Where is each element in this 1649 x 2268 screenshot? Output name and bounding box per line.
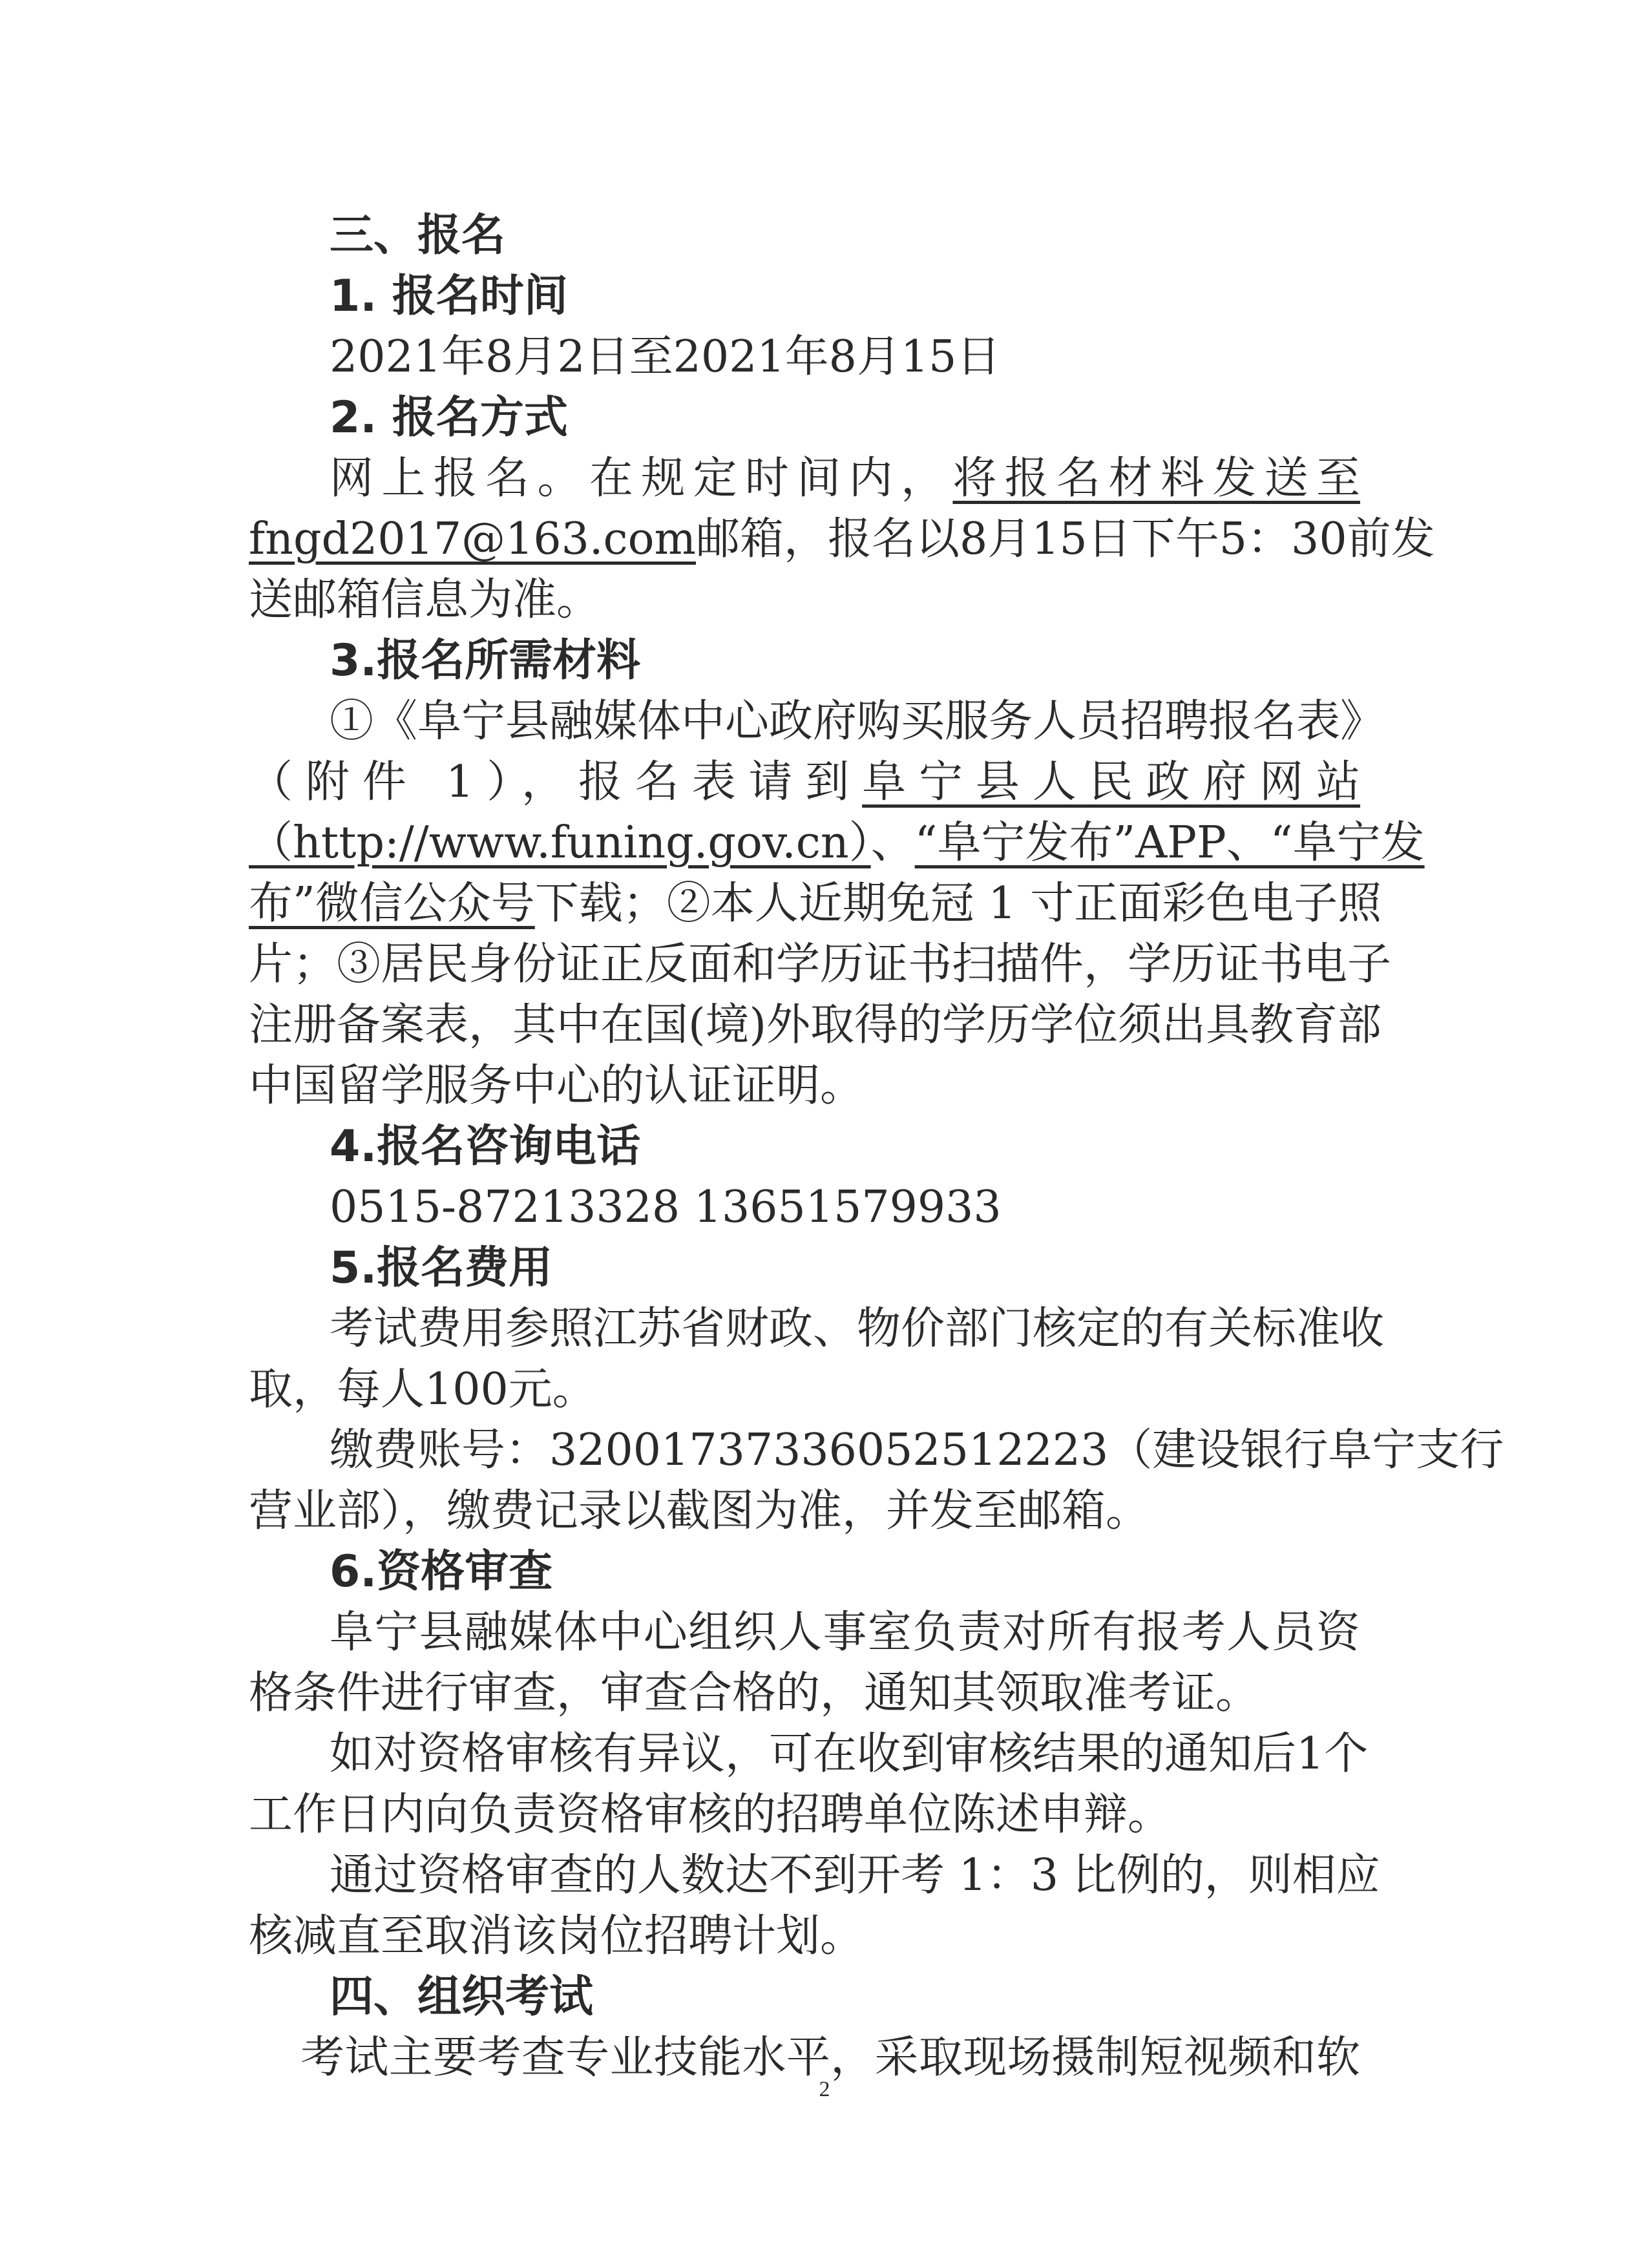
underlined-text: “阜宁发布”APP、“阜宁发 — [914, 817, 1425, 868]
text-line — [249, 1845, 1380, 1906]
page-number: 2 — [819, 2077, 830, 2101]
text-line — [249, 1177, 1360, 1238]
section-heading — [249, 1238, 1360, 1299]
underlined-text: 布”微信公众号 — [249, 878, 535, 929]
text-segment: （附件 1），报名表请到 — [249, 757, 863, 808]
text-segment: 4.报名咨询电话 — [330, 1121, 641, 1172]
text-segment: 取，每人100元。 — [249, 1364, 596, 1415]
text-segment: 中国留学服务中心的认证证明。 — [249, 1060, 865, 1111]
text-line — [249, 1056, 1360, 1117]
text-line — [249, 813, 1425, 874]
section-heading — [249, 631, 1360, 691]
text-line — [249, 1360, 1360, 1420]
text-line — [249, 1420, 1504, 1481]
text-line — [249, 1299, 1385, 1360]
section-heading — [249, 1542, 1360, 1602]
text-segment: 2021年8月2日至2021年8月15日 — [330, 331, 1001, 383]
underlined-text: 阜宁县人民政府网站 — [862, 757, 1360, 808]
text-segment: 2. 报名方式 — [330, 392, 568, 443]
text-segment: 5.报名费用 — [330, 1243, 553, 1294]
text-segment: 核减直至取消该岗位招聘计划。 — [249, 1911, 865, 1962]
text-segment: 、 — [870, 817, 915, 868]
text-segment: 网上报名。在规定时间内， — [330, 453, 953, 504]
text-segment: 阜宁县融媒体中心组织人事室负责对所有报考人员资 — [330, 1607, 1360, 1658]
underlined-text: 将报名材料发送至 — [952, 453, 1360, 504]
text-segment: 缴费账号：32001737336052512223（建设银行阜宁支行 — [330, 1425, 1504, 1476]
text-line — [249, 934, 1392, 995]
text-line — [249, 1724, 1369, 1785]
text-segment: 格条件进行审查，审查合格的，通知其领取准考证。 — [249, 1668, 1260, 1719]
text-segment: 考试费用参照江苏省财政、物价部门核定的有关标准收 — [330, 1303, 1385, 1354]
text-segment: 送邮箱信息为准。 — [249, 574, 601, 625]
text-segment: 四、组织考试 — [330, 1971, 594, 2022]
section-heading — [249, 205, 1360, 266]
text-line — [249, 1481, 1360, 1542]
text-segment: 注册备案表，其中在国(境)外取得的学历学位须出具教育部 — [249, 1000, 1382, 1051]
text-segment: 3.报名所需材料 — [330, 635, 641, 686]
text-segment: 通过资格审查的人数达不到开考 1：3 比例的，则相应 — [330, 1850, 1380, 1901]
text-segment: 营业部），缴费记录以截图为准，并发至邮箱。 — [249, 1486, 1150, 1537]
text-line — [249, 752, 1360, 813]
text-line — [249, 570, 1360, 631]
text-segment: 如对资格审核有异议，可在收到审核结果的通知后1个 — [330, 1728, 1369, 1780]
text-segment: 邮箱，报名以8月15日下午5：30前发 — [696, 514, 1435, 565]
text-segment: 考试主要考查专业技能水平，采取现场摄制短视频和软 — [300, 2032, 1360, 2083]
text-line — [249, 1906, 1360, 1967]
text-line — [249, 874, 1382, 934]
section-heading — [249, 388, 1360, 448]
section-heading — [249, 1967, 1360, 2028]
section-heading — [249, 266, 1360, 327]
text-line — [249, 691, 1385, 752]
section-heading — [249, 1117, 1360, 1177]
text-line — [249, 1663, 1360, 1724]
text-line — [249, 509, 1435, 570]
text-line — [249, 995, 1382, 1056]
text-line — [249, 1785, 1360, 1845]
text-line — [249, 327, 1360, 388]
text-segment: ①《阜宁县融媒体中心政府购买服务人员招聘报名表》 — [330, 696, 1385, 747]
text-line — [249, 448, 1360, 509]
text-segment: 1. 报名时间 — [330, 271, 568, 322]
text-segment: 三、报名 — [330, 210, 506, 261]
text-segment: 6.资格审查 — [330, 1546, 553, 1597]
text-segment: 下载；②本人近期免冠 1 寸正面彩色电子照 — [534, 878, 1382, 929]
document-body — [249, 205, 1504, 2088]
underlined-text: （http://www.funing.gov.cn） — [249, 817, 871, 868]
text-line — [249, 1602, 1360, 1663]
text-segment: 片；③居民身份证正反面和学历证书扫描件，学历证书电子 — [249, 939, 1392, 990]
underlined-text: fngd2017@163.com — [249, 514, 696, 565]
text-segment: 0515-87213328 13651579933 — [330, 1182, 1002, 1233]
text-segment: 工作日内向负责资格审核的招聘单位陈述申辩。 — [249, 1789, 1172, 1840]
